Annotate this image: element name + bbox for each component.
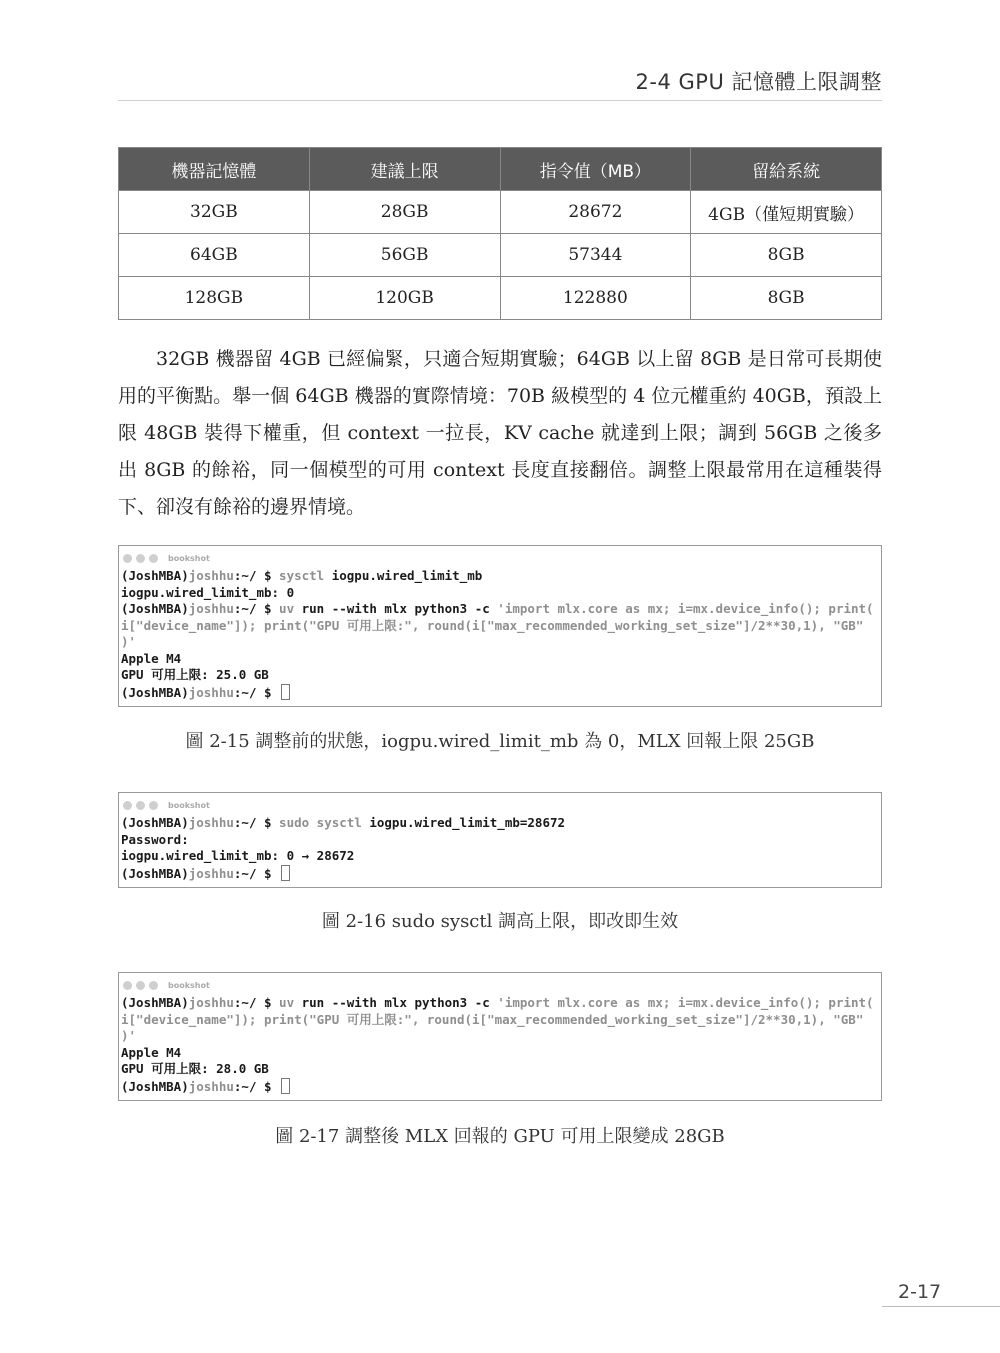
terminal-line xyxy=(121,601,879,618)
figure-caption: 圖 2-15 調整前的狀態，iogpu.wired_limit_mb 為 0，MLX 回報上限 25GB xyxy=(185,731,815,752)
header-rule xyxy=(118,100,882,101)
terminal-line xyxy=(121,815,879,832)
terminal-body xyxy=(119,813,881,887)
terminal-line xyxy=(121,667,879,684)
terminal-text: iogpu.wired_limit_mb=28672 xyxy=(369,815,566,830)
terminal-text: joshhu xyxy=(188,865,234,881)
terminal-text: (JoshMBA) xyxy=(121,865,189,881)
table-cell: 128GB xyxy=(119,277,310,320)
terminal-text: sysctl xyxy=(279,568,332,583)
figure-caption: 圖 2-17 調整後 MLX 回報的 GPU 可用上限變成 28GB xyxy=(275,1126,725,1147)
terminal-text: iogpu.wired_limit_mb: 0 xyxy=(121,584,295,600)
terminal-line xyxy=(121,651,879,668)
terminal-text: (JoshMBA) xyxy=(121,995,189,1010)
terminal-text: joshhu xyxy=(188,1078,234,1094)
window-dot-icon xyxy=(123,554,132,563)
terminal-line xyxy=(121,1045,879,1062)
terminal-text: joshhu xyxy=(188,815,234,830)
table-cell: 32GB xyxy=(119,191,310,234)
terminal-text: joshhu xyxy=(188,684,234,700)
table-cell: 56GB xyxy=(309,234,500,277)
terminal-text: iogpu.wired_limit_mb xyxy=(331,568,483,583)
terminal-text: run --with mlx python3 -c xyxy=(301,601,498,616)
terminal-text: i["device_name"]); print("GPU 可用上限:", round(i["max_recommended_working_set_size"]/2**30,1), "GB" xyxy=(121,1011,864,1027)
body-paragraph: 32GB 機器留 4GB 已經偏緊，只適合短期實驗；64GB 以上留 8GB 是日常可長期使用的平衡點。舉一個 64GB 機器的實際情境：70B 級模型的 4 位元權重約 40GB，預設上限 48GB 裝得下權重，但 context 一拉長，KV cache 就達到上限；調到 56GB 之後多出 8GB 的餘裕，同一個模型的可用 context 長度直接翻倍。調整上限最常用在這種裝得下、卻沒有餘裕的邊界情境。 xyxy=(118,348,882,518)
terminal-text: run --with mlx python3 -c xyxy=(301,995,498,1010)
cursor-icon xyxy=(281,865,290,881)
terminal-line xyxy=(121,1012,879,1029)
terminal-text: (JoshMBA) xyxy=(121,601,189,616)
window-dot-icon xyxy=(123,801,132,810)
table-cell: 57344 xyxy=(500,234,691,277)
terminal-titlebar xyxy=(119,793,881,813)
window-dot-icon xyxy=(149,801,158,810)
terminal-window xyxy=(118,545,882,707)
table-cell: 28672 xyxy=(500,191,691,234)
window-dot-icon xyxy=(123,981,132,990)
table-row xyxy=(119,277,882,320)
terminal-text: sudo sysctl xyxy=(279,815,370,830)
terminal-text: joshhu xyxy=(188,995,234,1010)
table-cell: 4GB（僅短期實驗） xyxy=(691,191,882,234)
terminal-window xyxy=(118,792,882,888)
table-cell: 8GB xyxy=(691,234,882,277)
window-dot-icon xyxy=(149,981,158,990)
window-dot-icon xyxy=(149,554,158,563)
terminal-text: GPU 可用上限: 28.0 GB xyxy=(121,1061,269,1076)
table-row xyxy=(119,191,882,234)
terminal-text: Apple M4 xyxy=(121,650,182,666)
terminal-line xyxy=(121,865,879,882)
terminal-window xyxy=(118,972,882,1101)
terminal-text: (JoshMBA) xyxy=(121,1078,189,1094)
terminal-text: 'import mlx.core as mx; i=mx.device_info(); print( xyxy=(497,601,874,616)
terminal-text: :~/ $ xyxy=(233,995,280,1010)
terminal-window-label: bookshot xyxy=(168,980,210,990)
table-cell: 8GB xyxy=(691,277,882,320)
terminal-text: :~/ $ xyxy=(233,815,280,830)
terminal-text: )' xyxy=(121,634,137,649)
window-dot-icon xyxy=(136,801,145,810)
table-row xyxy=(119,234,882,277)
terminal-line xyxy=(121,618,879,635)
table-cell: 120GB xyxy=(309,277,500,320)
terminal-text: :~/ $ xyxy=(233,601,280,616)
table-cell: 64GB xyxy=(119,234,310,277)
figure-caption: 圖 2-16 sudo sysctl 調高上限，即改即生效 xyxy=(321,911,679,932)
terminal-line xyxy=(121,1078,879,1095)
memory-limit-table xyxy=(118,147,882,320)
terminal-text: 'import mlx.core as mx; i=mx.device_info(); print( xyxy=(497,995,874,1010)
terminal-text: i["device_name"]); print("GPU 可用上限:", round(i["max_recommended_working_set_size"]/2**30,1), "GB" xyxy=(121,617,864,633)
terminal-text: :~/ $ xyxy=(233,1078,280,1094)
terminal-text: Apple M4 xyxy=(121,1044,182,1060)
terminal-text: joshhu xyxy=(188,568,234,583)
terminal-line xyxy=(121,1061,879,1078)
terminal-text: uv xyxy=(279,601,302,616)
terminal-line xyxy=(121,585,879,602)
terminal-titlebar xyxy=(119,546,881,566)
page-number-rule xyxy=(882,1306,1000,1307)
terminal-titlebar xyxy=(119,973,881,993)
window-dot-icon xyxy=(136,981,145,990)
terminal-line xyxy=(121,684,879,701)
terminal-line xyxy=(121,995,879,1012)
running-header-title: 2-4 GPU 記憶體上限調整 xyxy=(635,70,882,94)
table-header-row xyxy=(119,148,882,191)
terminal-text: :~/ $ xyxy=(233,684,280,700)
terminal-line xyxy=(121,832,879,849)
terminal-window-label: bookshot xyxy=(168,800,210,810)
terminal-text: Password: xyxy=(121,831,189,847)
terminal-text: joshhu xyxy=(188,601,234,616)
terminal-line xyxy=(121,634,879,651)
terminal-text: )' xyxy=(121,1028,137,1043)
table-header-cell: 建議上限 xyxy=(309,148,500,191)
terminal-line xyxy=(121,1028,879,1045)
terminal-text: (JoshMBA) xyxy=(121,568,189,583)
terminal-text: GPU 可用上限: 25.0 GB xyxy=(121,667,269,682)
table-header-cell: 留給系統 xyxy=(691,148,882,191)
terminal-line xyxy=(121,848,879,865)
terminal-text: uv xyxy=(279,995,302,1010)
terminal-text: :~/ $ xyxy=(233,865,280,881)
table-cell: 122880 xyxy=(500,277,691,320)
terminal-text: (JoshMBA) xyxy=(121,684,189,700)
cursor-icon xyxy=(281,684,290,700)
terminal-line xyxy=(121,568,879,585)
terminal-text: :~/ $ xyxy=(233,568,280,583)
terminal-body xyxy=(119,993,881,1100)
table-header-cell: 機器記憶體 xyxy=(119,148,310,191)
table-header-cell: 指令值（MB） xyxy=(500,148,691,191)
window-dot-icon xyxy=(136,554,145,563)
terminal-window-label: bookshot xyxy=(168,553,210,563)
page-number: 2-17 xyxy=(898,1281,942,1303)
terminal-body xyxy=(119,566,881,706)
terminal-text: (JoshMBA) xyxy=(121,815,189,830)
terminal-text: iogpu.wired_limit_mb: 0 → 28672 xyxy=(121,848,355,863)
table-cell: 28GB xyxy=(309,191,500,234)
cursor-icon xyxy=(281,1078,290,1094)
